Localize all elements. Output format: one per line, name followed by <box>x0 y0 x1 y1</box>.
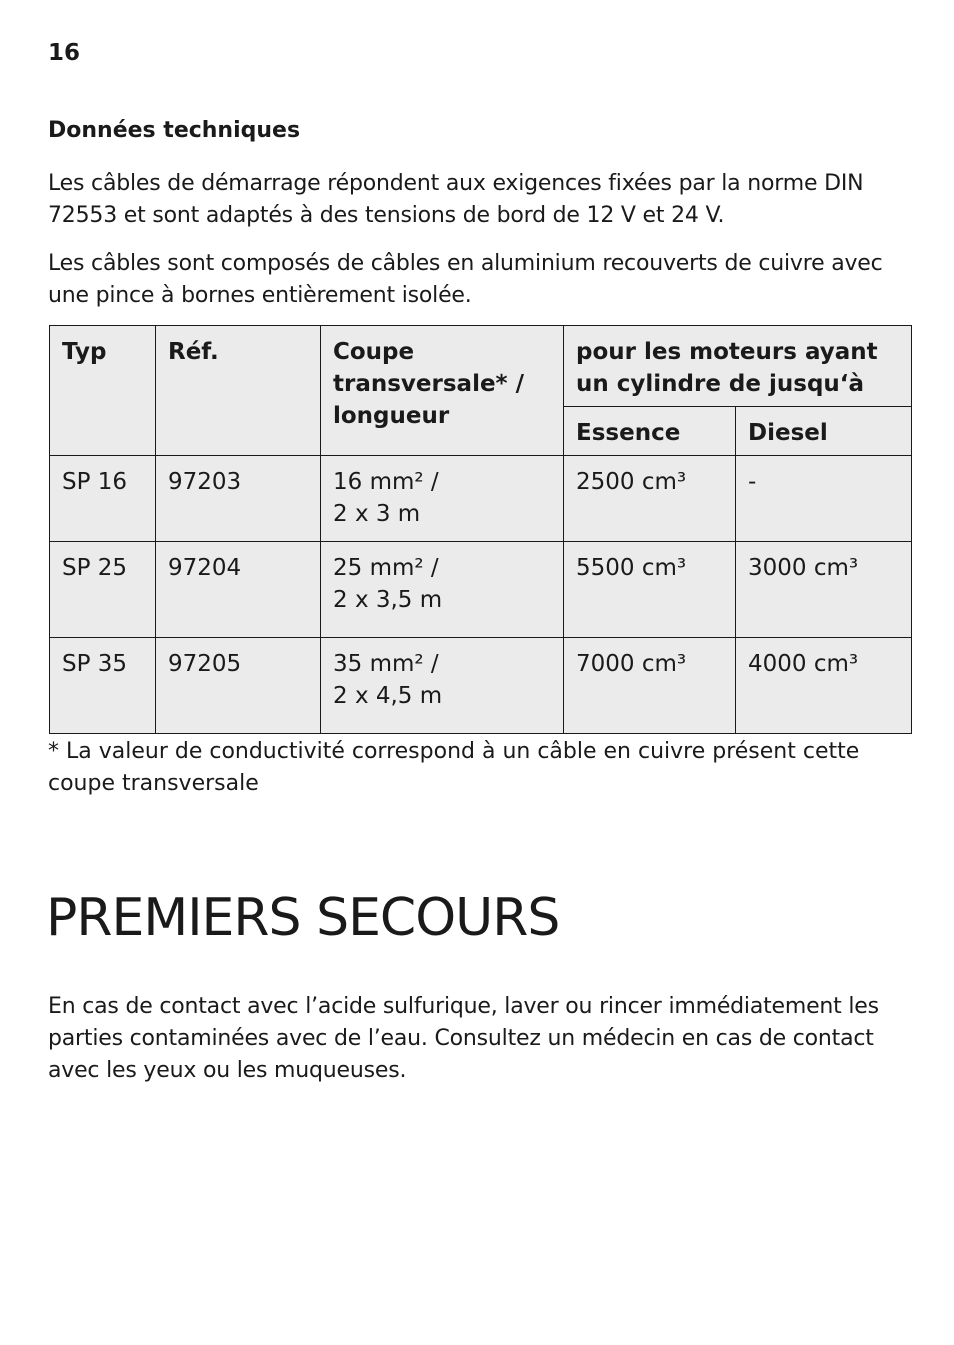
cell-diesel: 3000 cm³ <box>736 542 912 638</box>
composition-paragraph: Les câbles sont composés de câbles en aluminium recouverts de cuivre avec une pince à bornes entièrement isolée. <box>48 251 883 308</box>
table-footnote: * La valeur de conductivité correspond à un câble en cuivre présent cette coupe transversale <box>48 739 860 796</box>
header-typ: Typ <box>50 326 156 456</box>
header-coupe: Coupe transversale* / longueur <box>321 326 564 456</box>
cell-essence: 7000 cm³ <box>564 638 736 734</box>
section-heading-technical-data: Données techniques <box>48 118 301 143</box>
header-diesel: Diesel <box>736 407 912 456</box>
cell-coupe-section: 16 mm² / <box>333 469 439 495</box>
header-ref: Réf. <box>156 326 321 456</box>
cell-diesel: - <box>736 456 912 542</box>
cell-diesel: 4000 cm³ <box>736 638 912 734</box>
cell-typ: SP 35 <box>50 638 156 734</box>
cell-coupe-section: 35 mm² / <box>333 651 439 677</box>
technical-data-table <box>49 325 912 734</box>
table-header-row <box>50 326 912 407</box>
cell-ref: 97205 <box>156 638 321 734</box>
page-number: 16 <box>48 40 81 66</box>
cell-typ: SP 25 <box>50 542 156 638</box>
cell-essence: 2500 cm³ <box>564 456 736 542</box>
table-row <box>50 456 912 542</box>
header-moteurs: pour les moteurs ayant un cylindre de jusqu‘à <box>564 326 912 407</box>
cell-coupe <box>321 542 564 638</box>
intro-paragraph: Les câbles de démarrage répondent aux exigences fixées par la norme DIN 72553 et sont adaptés à des tensions de bord de 12 V et 24 V. <box>48 171 864 228</box>
cell-coupe-section: 25 mm² / <box>333 555 439 581</box>
table-row <box>50 542 912 638</box>
cell-ref: 97203 <box>156 456 321 542</box>
cell-coupe-length: 2 x 3 m <box>333 501 421 527</box>
cell-ref: 97204 <box>156 542 321 638</box>
cell-coupe-length: 2 x 4,5 m <box>333 683 443 709</box>
first-aid-paragraph: En cas de contact avec l’acide sulfurique, laver ou rincer immédiatement les parties contaminées avec de l’eau. Consultez un médecin en cas de contact avec les yeux ou les muqueuses. <box>48 994 879 1083</box>
table-row <box>50 638 912 734</box>
cell-typ: SP 16 <box>50 456 156 542</box>
header-essence: Essence <box>564 407 736 456</box>
cell-coupe <box>321 456 564 542</box>
cell-essence: 5500 cm³ <box>564 542 736 638</box>
first-aid-title: PREMIERS SECOURS <box>46 888 560 948</box>
cell-coupe-length: 2 x 3,5 m <box>333 587 443 613</box>
cell-coupe <box>321 638 564 734</box>
